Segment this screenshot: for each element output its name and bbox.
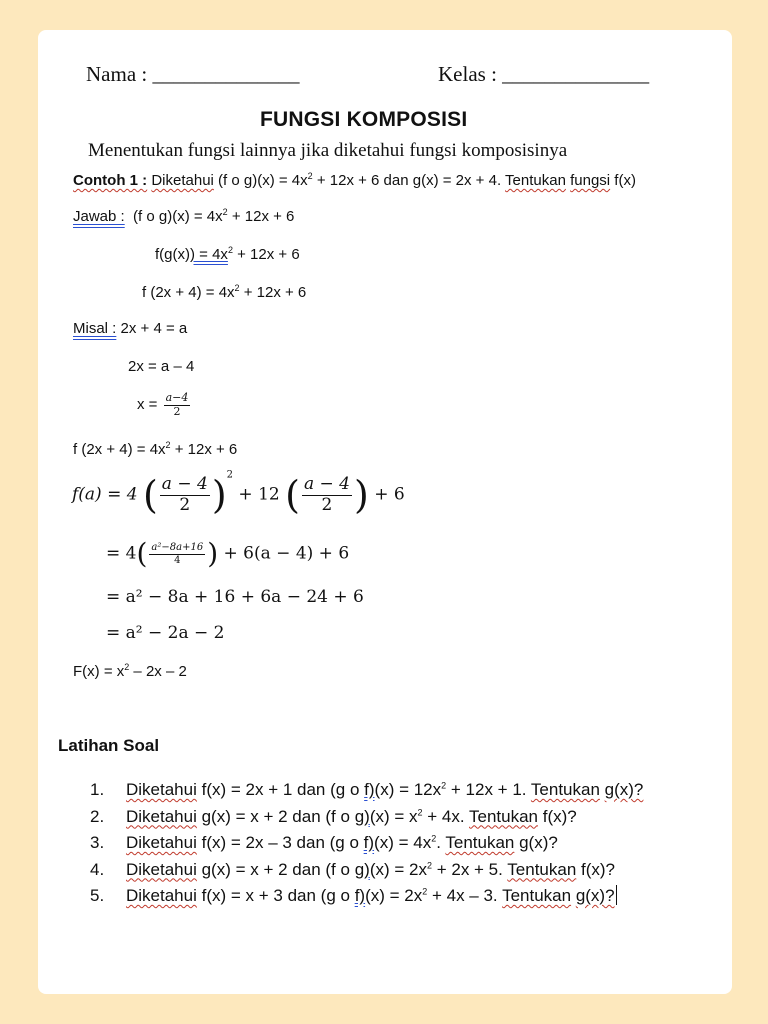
exponent: 2 (124, 662, 130, 672)
step-line-2 (106, 537, 350, 570)
exponent: 2 (307, 171, 313, 181)
word-diketahui: Diketahui (126, 780, 197, 799)
item-text: (x) = 12x (374, 780, 442, 799)
math-part: = 4 (106, 543, 137, 564)
item-text: + 12x + 1. (446, 780, 531, 799)
item-text: (x) = 2x (365, 886, 423, 905)
page-title: FUNGSI KOMPOSISI (260, 108, 468, 131)
item-text: f(x) = 2x – 3 dan (g o (196, 833, 364, 852)
nama-field (86, 62, 299, 87)
jawab-label: Jawab : (73, 208, 125, 225)
list-item (90, 857, 643, 884)
fraction (164, 392, 191, 418)
nama-blank: ______________ (152, 62, 300, 86)
math-part: + 12x + 6 (170, 441, 238, 458)
math-part: f (2x + 4) = 4x (73, 441, 166, 458)
exercise-list (90, 777, 643, 910)
fraction-numerator: a²−8a+16 (151, 542, 204, 553)
fraction-numerator: a − 4 (161, 474, 208, 494)
math-part: x = (137, 396, 158, 414)
paren-close: ) (207, 537, 219, 570)
item-text: g(x) = x + 2 dan (f o (196, 859, 355, 879)
f2x-line (142, 284, 306, 301)
exponent: 2 (426, 859, 432, 870)
exponent: 2 (222, 207, 228, 217)
fraction-denominator: 2 (179, 494, 191, 515)
item-text: f(x) = x + 3 dan (g o (196, 886, 355, 905)
restate-line (73, 441, 237, 458)
misal-line (73, 320, 187, 337)
item-text: f) (363, 833, 375, 852)
kelas-label: Kelas : (438, 62, 497, 86)
result-line (73, 663, 187, 680)
word-diketahui: Diketahui (126, 859, 197, 879)
math-part: ) (190, 246, 195, 263)
fraction-denominator: 2 (321, 494, 333, 515)
item-text: . (436, 833, 446, 852)
paren-open: ( (142, 473, 158, 518)
list-item (90, 883, 643, 910)
item-text: f) (364, 780, 375, 799)
math-part: + 12x + 6 (227, 208, 295, 225)
word-diketahui: Diketahui (126, 886, 197, 905)
exponent: 2 (227, 245, 233, 255)
word-diketahui: Diketahui (126, 806, 197, 826)
statement-part: (f o g)(x) = 4x (218, 172, 308, 189)
exponent: 2 (422, 886, 428, 897)
worksheet-page (38, 30, 732, 994)
math-part: + 12x + 6 (239, 284, 307, 301)
item-text: f(x)? (576, 859, 616, 879)
item-text: f) (354, 886, 366, 905)
item-text: (x) = 2x (369, 859, 427, 879)
list-item (90, 804, 643, 831)
word-tentukan: Tentukan (507, 859, 577, 879)
text-cursor (616, 885, 618, 905)
exponent: 2 (165, 440, 171, 450)
exercise-heading: Latihan Soal (58, 736, 160, 755)
item-text: f(x) = 2x + 1 dan (g o (196, 780, 365, 799)
fraction-numerator: a − 4 (303, 474, 350, 494)
example-label: Contoh 1 : (73, 172, 148, 189)
math-part: – 2x – 2 (129, 663, 187, 680)
paren-open: ( (285, 473, 300, 518)
exponent: 2 (226, 469, 234, 481)
list-item (90, 777, 643, 804)
item-text: g(x)? (604, 780, 644, 799)
word-diketahui: Diketahui (126, 833, 197, 852)
math-part: (f o g)(x) = 4x (133, 208, 223, 225)
math-part: f (2x + 4) = 4x (142, 284, 235, 301)
item-number: 3. (90, 833, 105, 852)
item-text: + 2x + 5. (431, 859, 508, 879)
math-part: + 12 (238, 484, 280, 505)
paren-close: ) (353, 473, 369, 518)
jawab-line (73, 208, 294, 225)
kelas-field (438, 62, 649, 87)
step-2x-line: 2x = a – 4 (128, 358, 195, 375)
math-part: f(g(x) (155, 246, 190, 263)
word-tentukan: Tentukan (502, 886, 572, 905)
item-text: + 4x. (422, 806, 469, 826)
item-text: + 4x – 3. (427, 886, 503, 905)
fraction (302, 475, 352, 515)
item-text: g) (354, 859, 370, 879)
example-statement (73, 172, 636, 189)
step-line-4: = a² − 2a − 2 (106, 623, 225, 643)
math-part: 2x + 4 = a (120, 320, 188, 337)
word-tentukan: Tentukan (469, 806, 538, 826)
exponent: 2 (431, 833, 437, 844)
item-text: g(x)? (514, 833, 558, 852)
item-number: 5. (90, 886, 105, 905)
item-text: g(x)? (575, 886, 615, 905)
word-tentukan: Tentukan (530, 780, 600, 799)
paren-open: ( (136, 537, 148, 570)
word-tentukan: Tentukan (445, 833, 515, 852)
item-text: g) (354, 806, 370, 826)
math-part: = 4x (195, 246, 228, 263)
exponent: 2 (441, 780, 447, 791)
kelas-blank: ______________ (502, 62, 650, 86)
item-number: 2. (90, 806, 105, 826)
item-text: g(x) = x + 2 dan (f o (196, 806, 355, 826)
word-fungsi: fungsi (570, 172, 611, 189)
item-number: 1. (90, 780, 105, 799)
paren-close: ) (211, 473, 227, 518)
exponent: 2 (417, 806, 423, 817)
statement-part: f(x) (614, 172, 636, 189)
item-text: (x) = 4x (374, 833, 432, 852)
math-part: F(x) = x (73, 663, 125, 680)
list-item (90, 830, 643, 857)
page-subtitle: Menentukan fungsi lainnya jika diketahui fungsi komposisinya (88, 140, 568, 161)
misal-label: Misal : (73, 320, 117, 337)
step-x-line (137, 392, 192, 418)
fraction-denominator: 4 (174, 554, 181, 566)
fgx-line (155, 246, 300, 263)
word-diketahui: Diketahui (151, 172, 214, 189)
fa-equation (72, 469, 405, 518)
item-text: (x) = x (369, 806, 418, 826)
exponent: 2 (234, 283, 240, 293)
fraction-numerator: a−4 (165, 391, 189, 404)
math-part: + 12x + 6 (232, 246, 300, 263)
fraction (160, 475, 210, 515)
item-text: f(x)? (538, 806, 577, 826)
word-tentukan: Tentukan (505, 172, 566, 189)
math-part: + 6 (374, 484, 405, 505)
nama-label: Nama : (86, 62, 148, 86)
statement-part: + 12x + 6 dan g(x) = 2x + 4. (312, 172, 502, 189)
step-line-3: = a² − 8a + 16 + 6a − 24 + 6 (106, 587, 364, 607)
fraction (149, 542, 205, 566)
math-part: + 6(a − 4) + 6 (223, 543, 350, 564)
item-number: 4. (90, 859, 105, 879)
fraction-denominator: 2 (173, 404, 181, 418)
math-part: f(a) = 4 (72, 484, 138, 505)
